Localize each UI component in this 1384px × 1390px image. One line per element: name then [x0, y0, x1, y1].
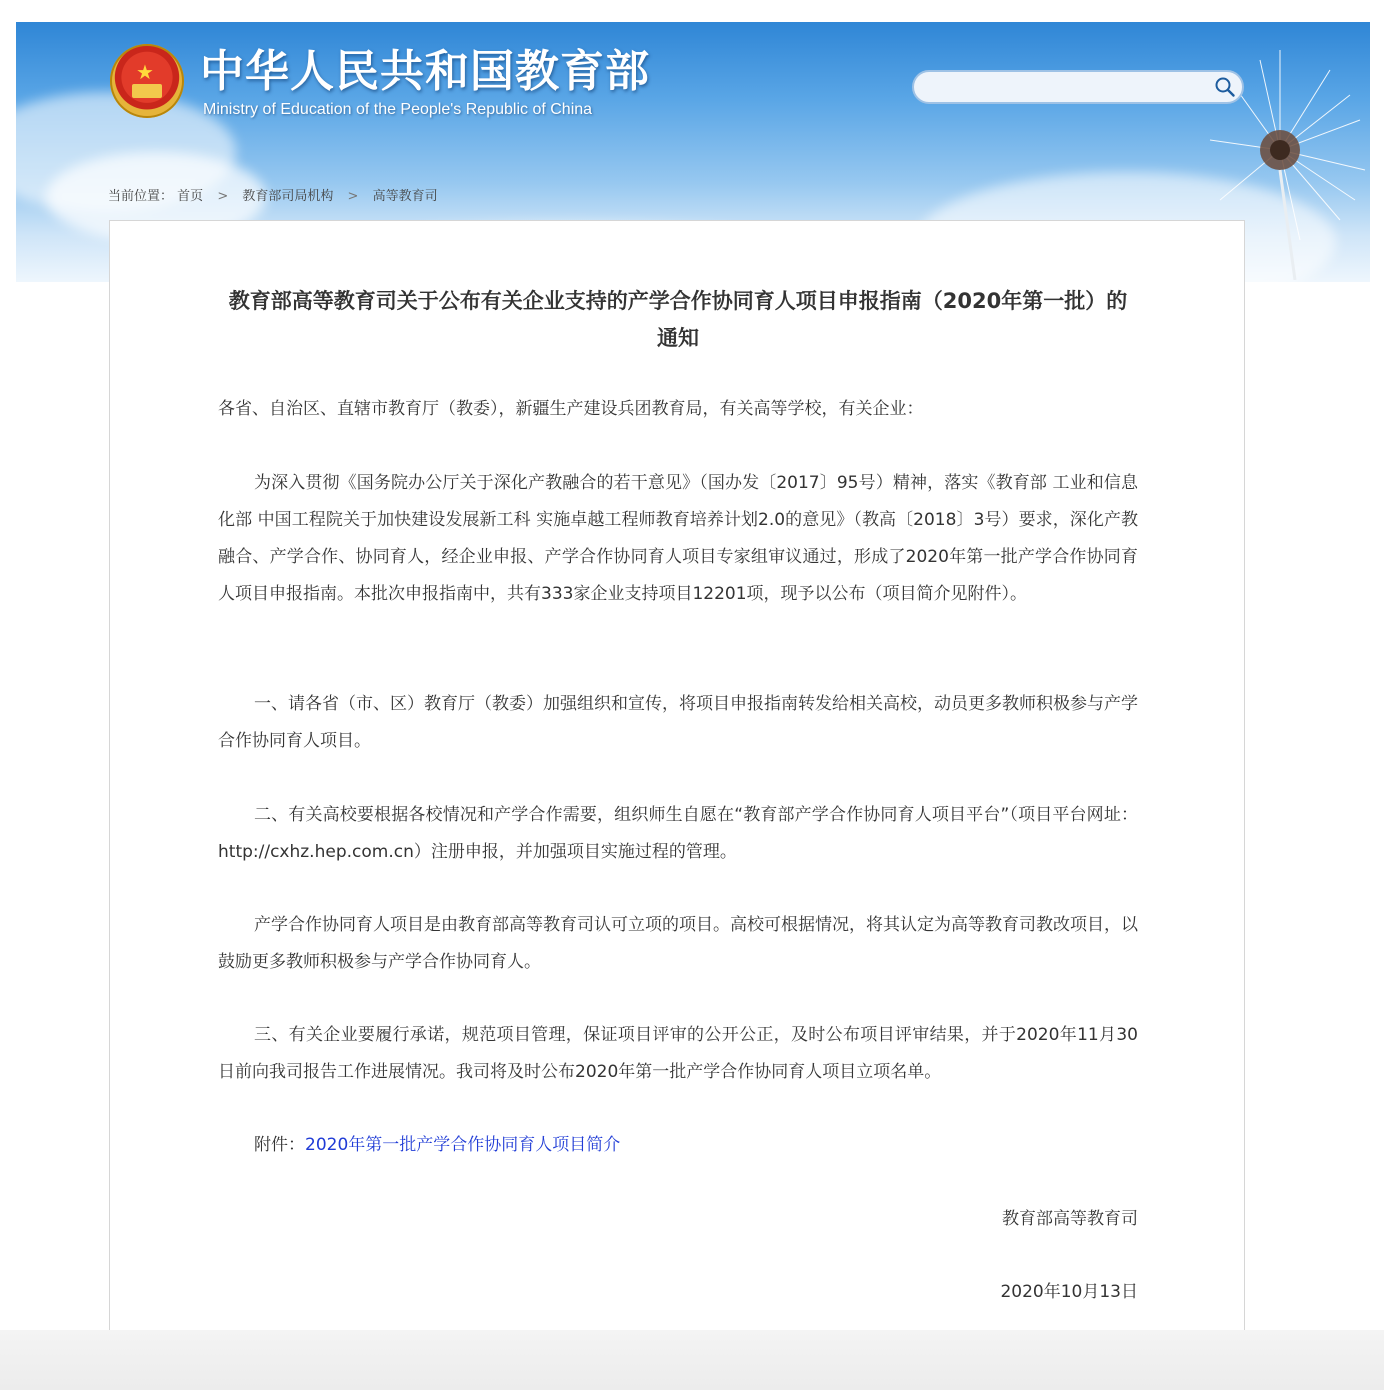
national-emblem-icon[interactable] [110, 44, 184, 118]
breadcrumb-label: 当前位置： [108, 189, 174, 204]
star-icon: ★ [136, 60, 154, 84]
search-box[interactable] [912, 70, 1244, 104]
article-paragraph: 产学合作协同育人项目是由教育部高等教育司认可立项的项目。高校可根据情况，将其认定为高等教育司教改项目，以鼓励更多教师积极参与产学合作协同育人。 [218, 915, 1138, 972]
article-paragraph: 三、有关企业要履行承诺，规范项目管理，保证项目评审的公开公正，及时公布项目评审结果，并于2020年11月30日前向我司报告工作进展情况。我司将及时公布2020年第一批产学合作协同育人项目立项名单。 [218, 1025, 1138, 1082]
breadcrumb-higher-education[interactable]: 高等教育司 [372, 189, 438, 204]
article-title: 教育部高等教育司关于公布有关企业支持的产学合作协同育人项目申报指南（2020年第一批）的通知 [228, 289, 1128, 350]
search-icon[interactable] [1214, 76, 1236, 98]
article-paragraph: 为深入贯彻《国务院办公厅关于深化产教融合的若干意见》（国办发〔2017〕95号）精神，落实《教育部 工业和信息化部 中国工程院关于加快建设发展新工科 实施卓越工程师教育培养计划2.0的意见》（教高〔2018〕3号）要求，深化产教融合、产学合作、协同育人，经企业申报、产学合作协同育人项目专家组审议通过，形成了2020年第一批产学合作协同育人项目申报指南。本批次申报指南中，共有333家企业支持项目12201项，现予以公布（项目简介见附件）。 [218, 473, 1138, 604]
breadcrumb-separator: > [347, 189, 359, 204]
article-salutation: 各省、自治区、直辖市教育厅（教委），新疆生产建设兵团教育局，有关高等学校，有关企业： [218, 399, 924, 419]
breadcrumb-separator: > [217, 189, 229, 204]
article-date: 2020年10月13日 [1000, 1282, 1138, 1302]
breadcrumb [108, 187, 438, 207]
attachment-line [218, 1127, 1138, 1164]
tiananmen-icon [132, 84, 162, 98]
article-card [109, 220, 1245, 1350]
site-title[interactable]: 中华人民共和国教育部 [200, 46, 650, 97]
breadcrumb-departments[interactable]: 教育部司局机构 [242, 189, 334, 204]
article-paragraph: 二、有关高校要根据各校情况和产学合作需要，组织师生自愿在“教育部产学合作协同育人项目平台”（项目平台网址：http://cxhz.hep.com.cn）注册申报，并加强项目实施过程的管理。 [218, 805, 1138, 862]
article-signature: 教育部高等教育司 [1002, 1209, 1138, 1229]
page-bottom-fade [0, 1330, 1384, 1390]
search-input[interactable] [928, 76, 1212, 100]
attachment-label: 附件： [254, 1135, 305, 1155]
article-paragraph: 一、请各省（市、区）教育厅（教委）加强组织和宣传，将项目申报指南转发给相关高校，动员更多教师积极参与产学合作协同育人项目。 [218, 694, 1138, 751]
attachment-link[interactable]: 2020年第一批产学合作协同育人项目简介 [305, 1135, 621, 1155]
site-subtitle: Ministry of Education of the People's Republic of China [203, 101, 593, 118]
breadcrumb-home[interactable]: 首页 [177, 189, 204, 204]
